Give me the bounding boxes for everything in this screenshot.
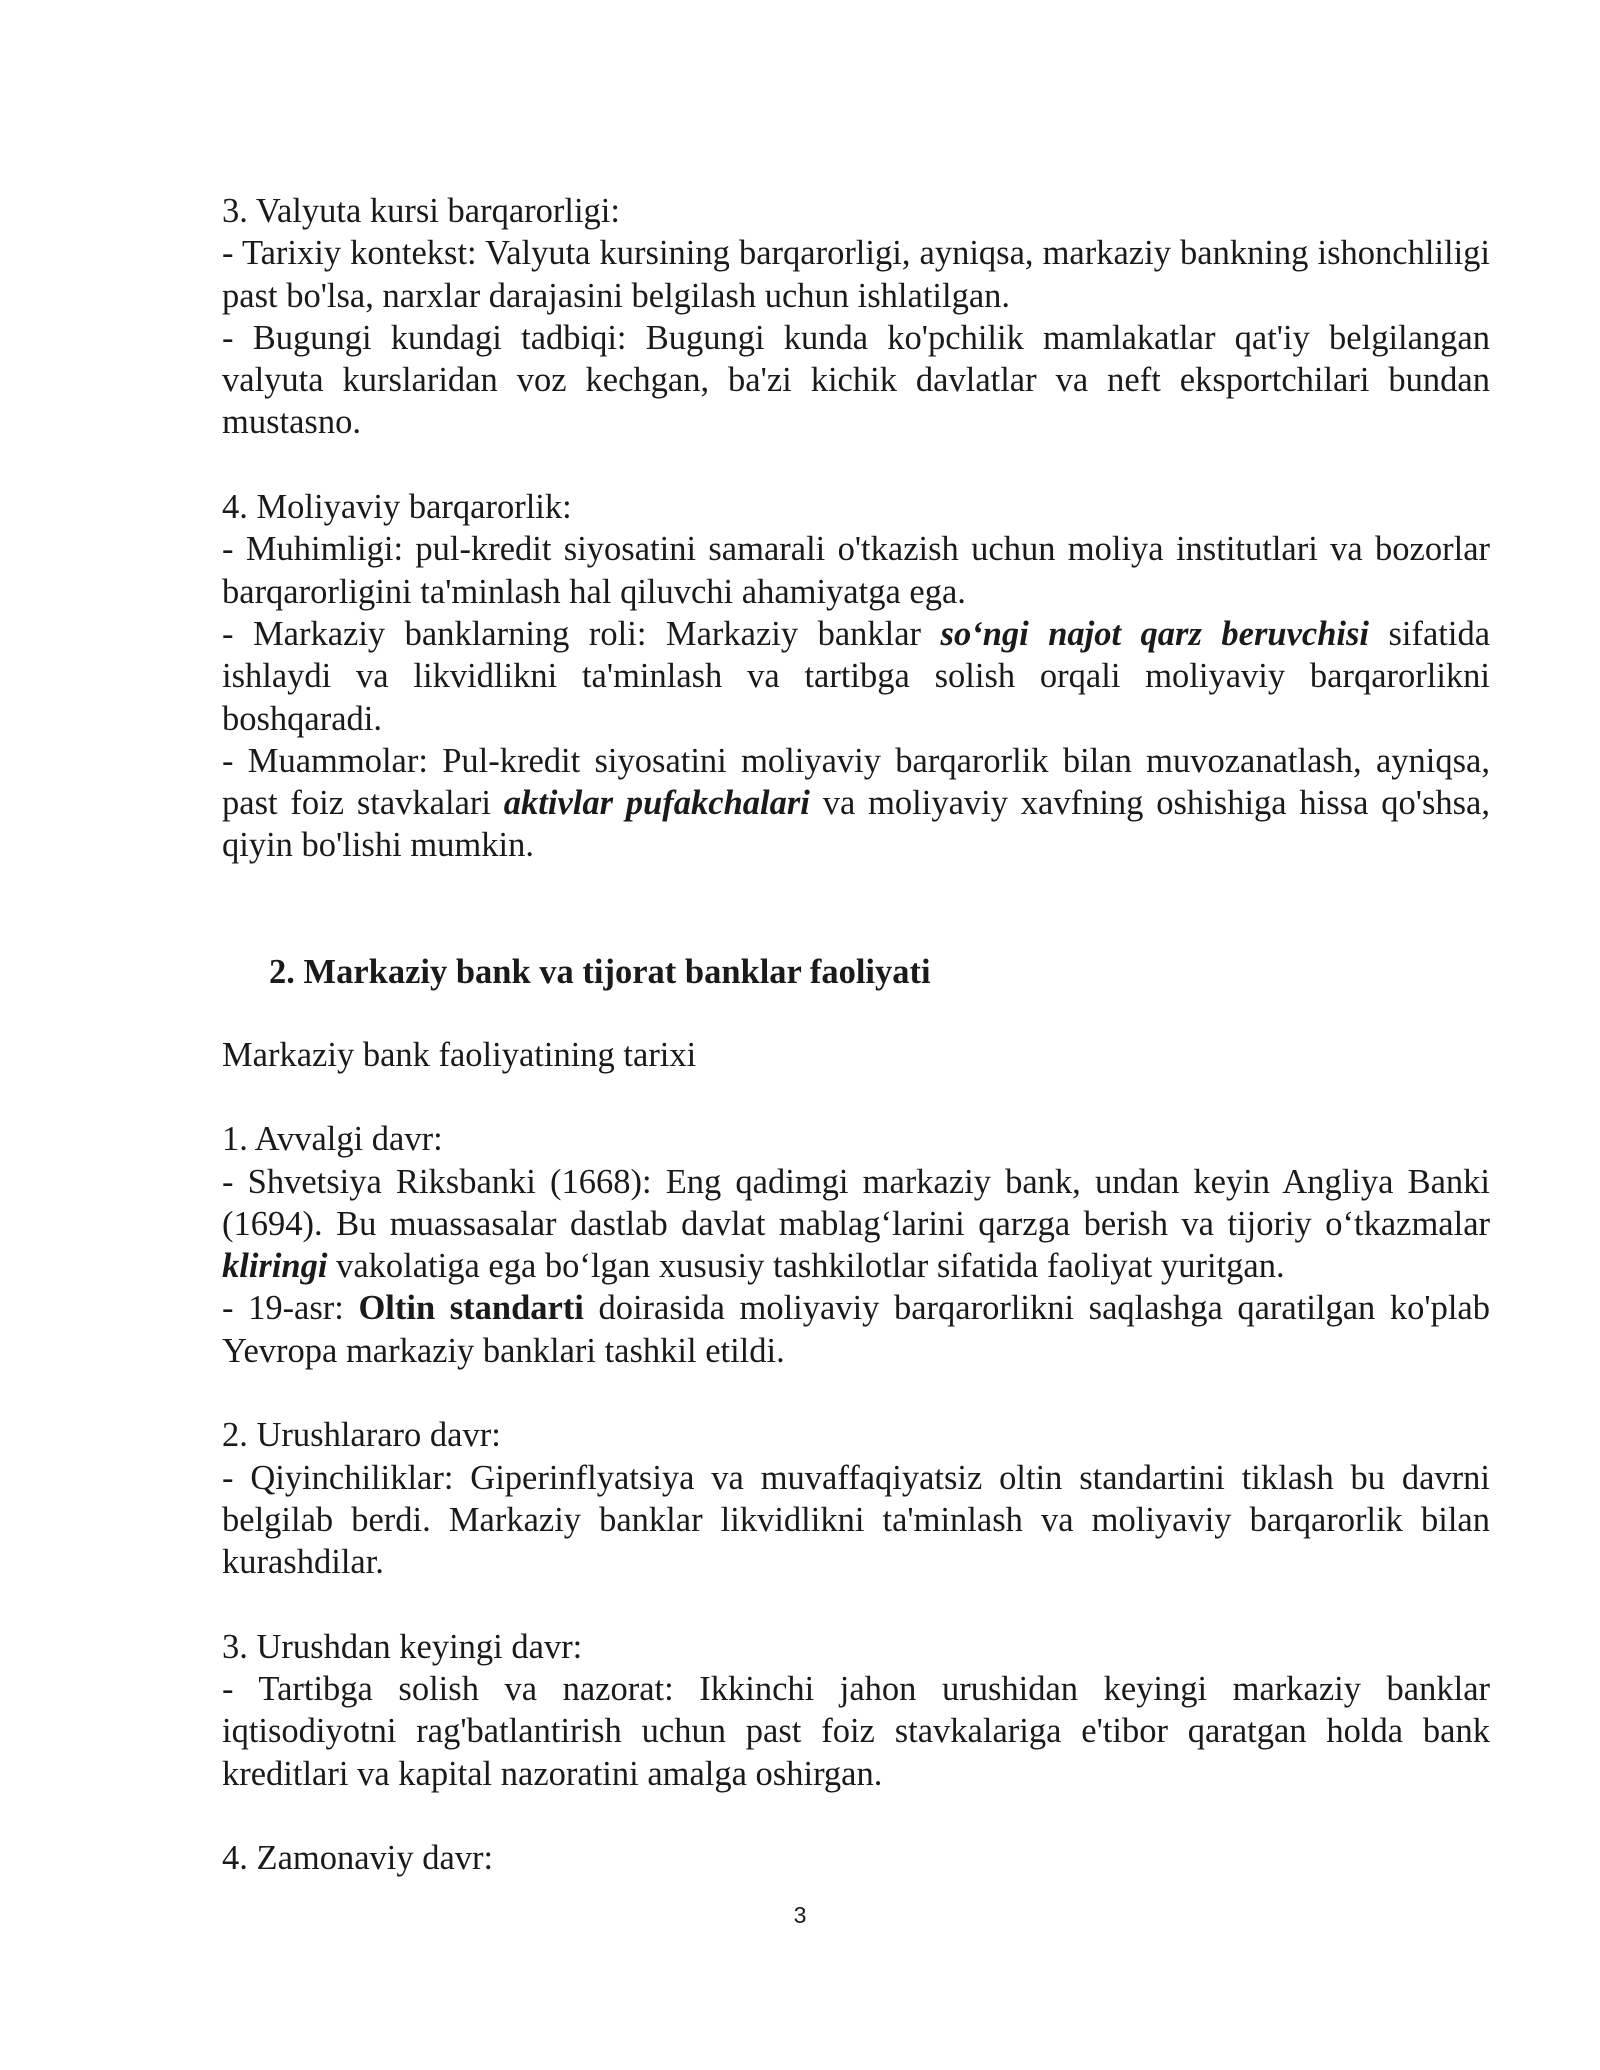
blank-line xyxy=(222,867,1490,952)
paragraph xyxy=(222,1287,1490,1372)
blank-line xyxy=(222,994,1490,1034)
paragraph xyxy=(222,740,1490,867)
period-title-postwar: 3. Urushdan keyingi davr: xyxy=(222,1627,583,1666)
text-run: - Muammolar: Pul-kredit siyosatini moliyaviy barqarorlik bilan muvozanatlash, ayniqsa, past foiz stavkalari xyxy=(222,741,1490,823)
blank-line xyxy=(222,1795,1490,1837)
period-title-early: 1. Avvalgi davr: xyxy=(222,1120,443,1159)
bold-text: Oltin standarti xyxy=(358,1289,584,1328)
blank-line xyxy=(222,1372,1490,1414)
emphasis-text: so‘ngi najot qarz beruvchisi xyxy=(940,614,1369,653)
paragraph xyxy=(222,1161,1490,1288)
section-heading: 2. Markaziy bank va tijorat banklar faoliyati xyxy=(269,953,931,992)
blank-line xyxy=(222,1076,1490,1118)
emphasis-text: aktivlar pufakchalari xyxy=(503,784,810,823)
paragraph xyxy=(222,613,1490,740)
paragraph: - Muhimligi: pul-kredit siyosatini samarali o'tkazish uchun moliya institutlari va bozorlar barqarorligini ta'minlash hal qiluvchi ahamiyatga ega. xyxy=(222,530,1490,611)
blank-line xyxy=(222,444,1490,486)
text-run: va moliyaviy xavfning oshishiga hissa qo'shsa, qiyin bo'lishi mumkin. xyxy=(222,784,1490,865)
page-number: 3 xyxy=(793,1902,807,1928)
period-title-interwar: 2. Urushlararo davr: xyxy=(222,1416,501,1455)
text-run: vakolatiga ega bo‘lgan xususiy tashkilotlar sifatida faoliyat yuritgan. xyxy=(327,1247,1285,1286)
document-body xyxy=(222,190,1490,1880)
blank-line xyxy=(222,1584,1490,1626)
period-title-modern: 4. Zamonaviy davr: xyxy=(222,1839,494,1878)
subtitle: Markaziy bank faoliyatining tarixi xyxy=(222,1035,697,1074)
emphasis-text: kliringi xyxy=(222,1247,328,1286)
section-title-financial-stability: 4. Moliyaviy barqarorlik: xyxy=(222,488,572,527)
section-title-exchange-rate: 3. Valyuta kursi barqarorligi: xyxy=(222,192,620,230)
text-run: doirasida moliyaviy barqarorlikni saqlashga qaratilgan ko'plab Yevropa markaziy banklari tashkil etildi. xyxy=(222,1289,1490,1370)
paragraph: - Bugungi kundagi tadbiqi: Bugungi kunda ko'pchilik mamlakatlar qat'iy belgilangan valyuta kurslaridan voz kechgan, ba'zi kichik davlatlar va neft eksportchilari bundan mustasno. xyxy=(222,318,1490,442)
paragraph: - Tarixiy kontekst: Valyuta kursining barqarorligi, ayniqsa, markaziy bankning ishonchliligi past bo'lsa, narxlar darajasini belgilash uchun ishlatilgan. xyxy=(222,234,1490,315)
paragraph: - Tartibga solish va nazorat: Ikkinchi jahon urushidan keyingi markaziy banklar iqtisodiyotni rag'batlantirish uchun past foiz stavkalariga e'tibor qaratgan holda bank kreditlari va kapital nazoratini amalga oshirgan. xyxy=(222,1670,1490,1793)
text-run: - Shvetsiya Riksbanki (1668): Eng qadimgi markaziy bank, undan keyin Angliya Banki (1694). Bu muassasalar dastlab davlat mablag‘larini qarzga berish va tijoriy o‘tkazmalar xyxy=(222,1162,1490,1243)
paragraph: - Qiyinchiliklar: Giperinflyatsiya va muvaffaqiyatsiz oltin standartini tiklash bu davrni belgilab berdi. Markaziy banklar likvidlikni ta'minlash va moliyaviy barqarorlik bilan kurashdilar. xyxy=(222,1458,1490,1582)
text-run: sifatida ishlaydi va likvidlikni ta'minlash va tartibga solish orqali moliyaviy barqarorlikni boshqaradi. xyxy=(222,614,1491,738)
text-run: - 19-asr: xyxy=(222,1289,359,1328)
text-run: - Markaziy banklarning roli: Markaziy banklar xyxy=(222,614,941,653)
